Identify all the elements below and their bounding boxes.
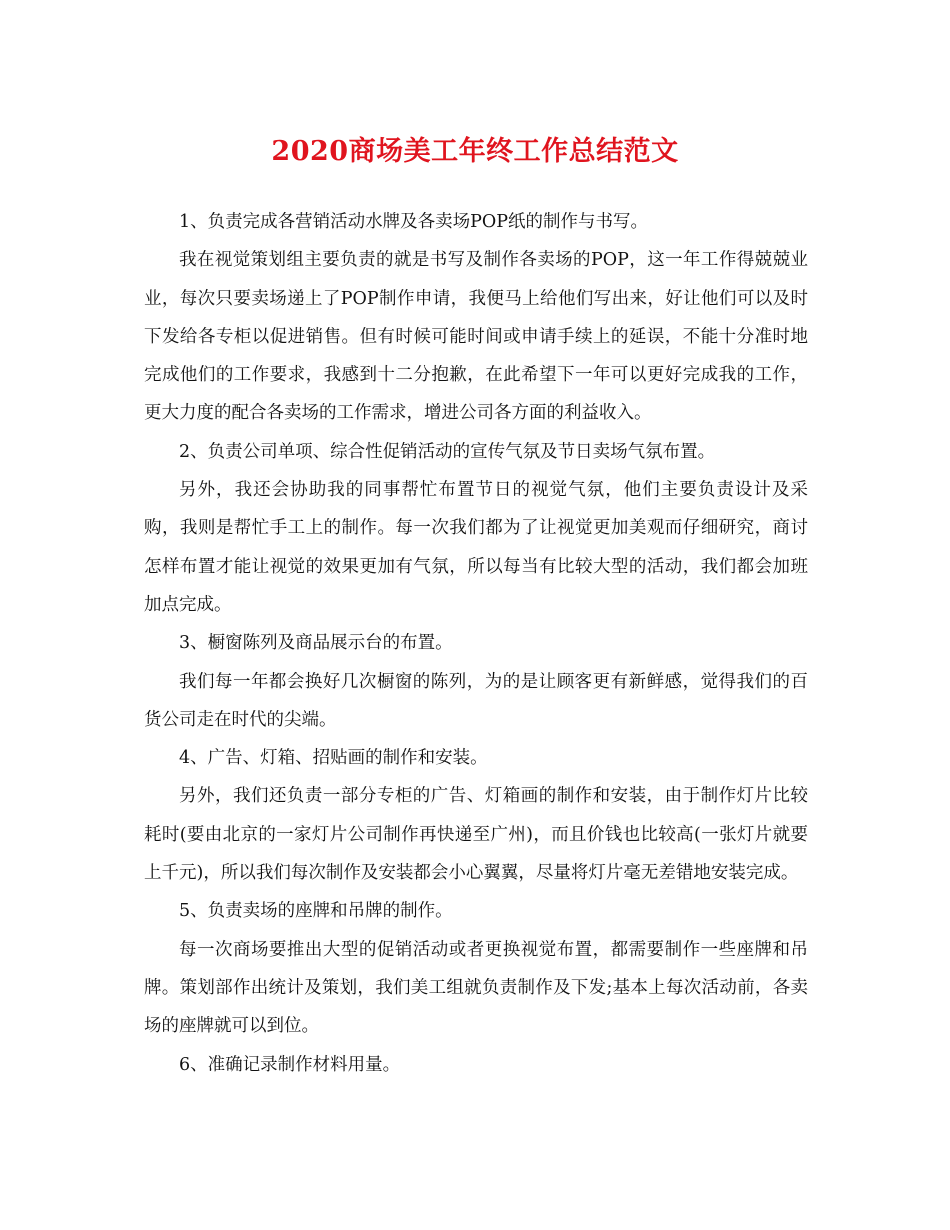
paragraph-item-2-body: 另外，我还会协助我的同事帮忙布置节日的视觉气氛，他们主要负责设计及采购，我则是帮忙手工上的制作。每一次我们都为了让视觉更加美观而仔细研究，商讨怎样布置才能让视觉的效果更加有气氛，所以每当有比较大型的活动，我们都会加班加点完成。 [144, 480, 808, 615]
document-body [144, 203, 808, 1084]
paragraph-item-1-heading: 1、负责完成各营销活动水牌及各卖场POP纸的制作与书写。 [179, 212, 649, 232]
paragraph-item-4-heading: 4、广告、灯箱、招贴画的制作和安装。 [179, 748, 488, 769]
paragraph-item-3-body: 我们每一年都会换好几次橱窗的陈列，为的是让顾客更有新鲜感，觉得我们的百货公司走在时代的尖端。 [144, 671, 808, 730]
paragraph-item-3-heading: 3、橱窗陈列及商品展示台的布置。 [179, 633, 453, 654]
paragraph-item-4-body: 另外，我们还负责一部分专柜的广告、灯箱画的制作和安装，由于制作灯片比较耗时(要由北京的一家灯片公司制作再快递至广州)，而且价钱也比较高(一张灯片就要上千元)，所以我们每次制作及安装都会小心翼翼，尽量将灯片毫无差错地安装完成。 [144, 786, 808, 884]
paragraph-item-2-heading: 2、负责公司单项、综合性促销活动的宣传气氛及节日卖场气氛布置。 [179, 441, 716, 462]
paragraph-item-5-heading: 5、负责卖场的座牌和吊牌的制作。 [179, 901, 453, 922]
document-title: 2020商场美工年终工作总结范文 [271, 136, 679, 167]
paragraph-item-5-body: 每一次商场要推出大型的促销活动或者更换视觉布置，都需要制作一些座牌和吊牌。策划部作出统计及策划，我们美工组就负责制作及下发;基本上每次活动前，各卖场的座牌就可以到位。 [144, 939, 808, 1037]
paragraph-item-1-body: 我在视觉策划组主要负责的就是书写及制作各卖场的POP，这一年工作得兢兢业业，每次只要卖场递上了POP制作申请，我便马上给他们写出来，好让他们可以及时下发给各专柜以促进销售。但有时候可能时间或申请手续上的延误，不能十分准时地完成他们的工作要求，我感到十二分抱歉，在此希望下一年可以更好完成我的工作，更大力度的配合各卖场的工作需求，增进公司各方面的利益收入。 [144, 250, 808, 424]
paragraph-item-6-heading: 6、准确记录制作材料用量。 [179, 1054, 401, 1075]
